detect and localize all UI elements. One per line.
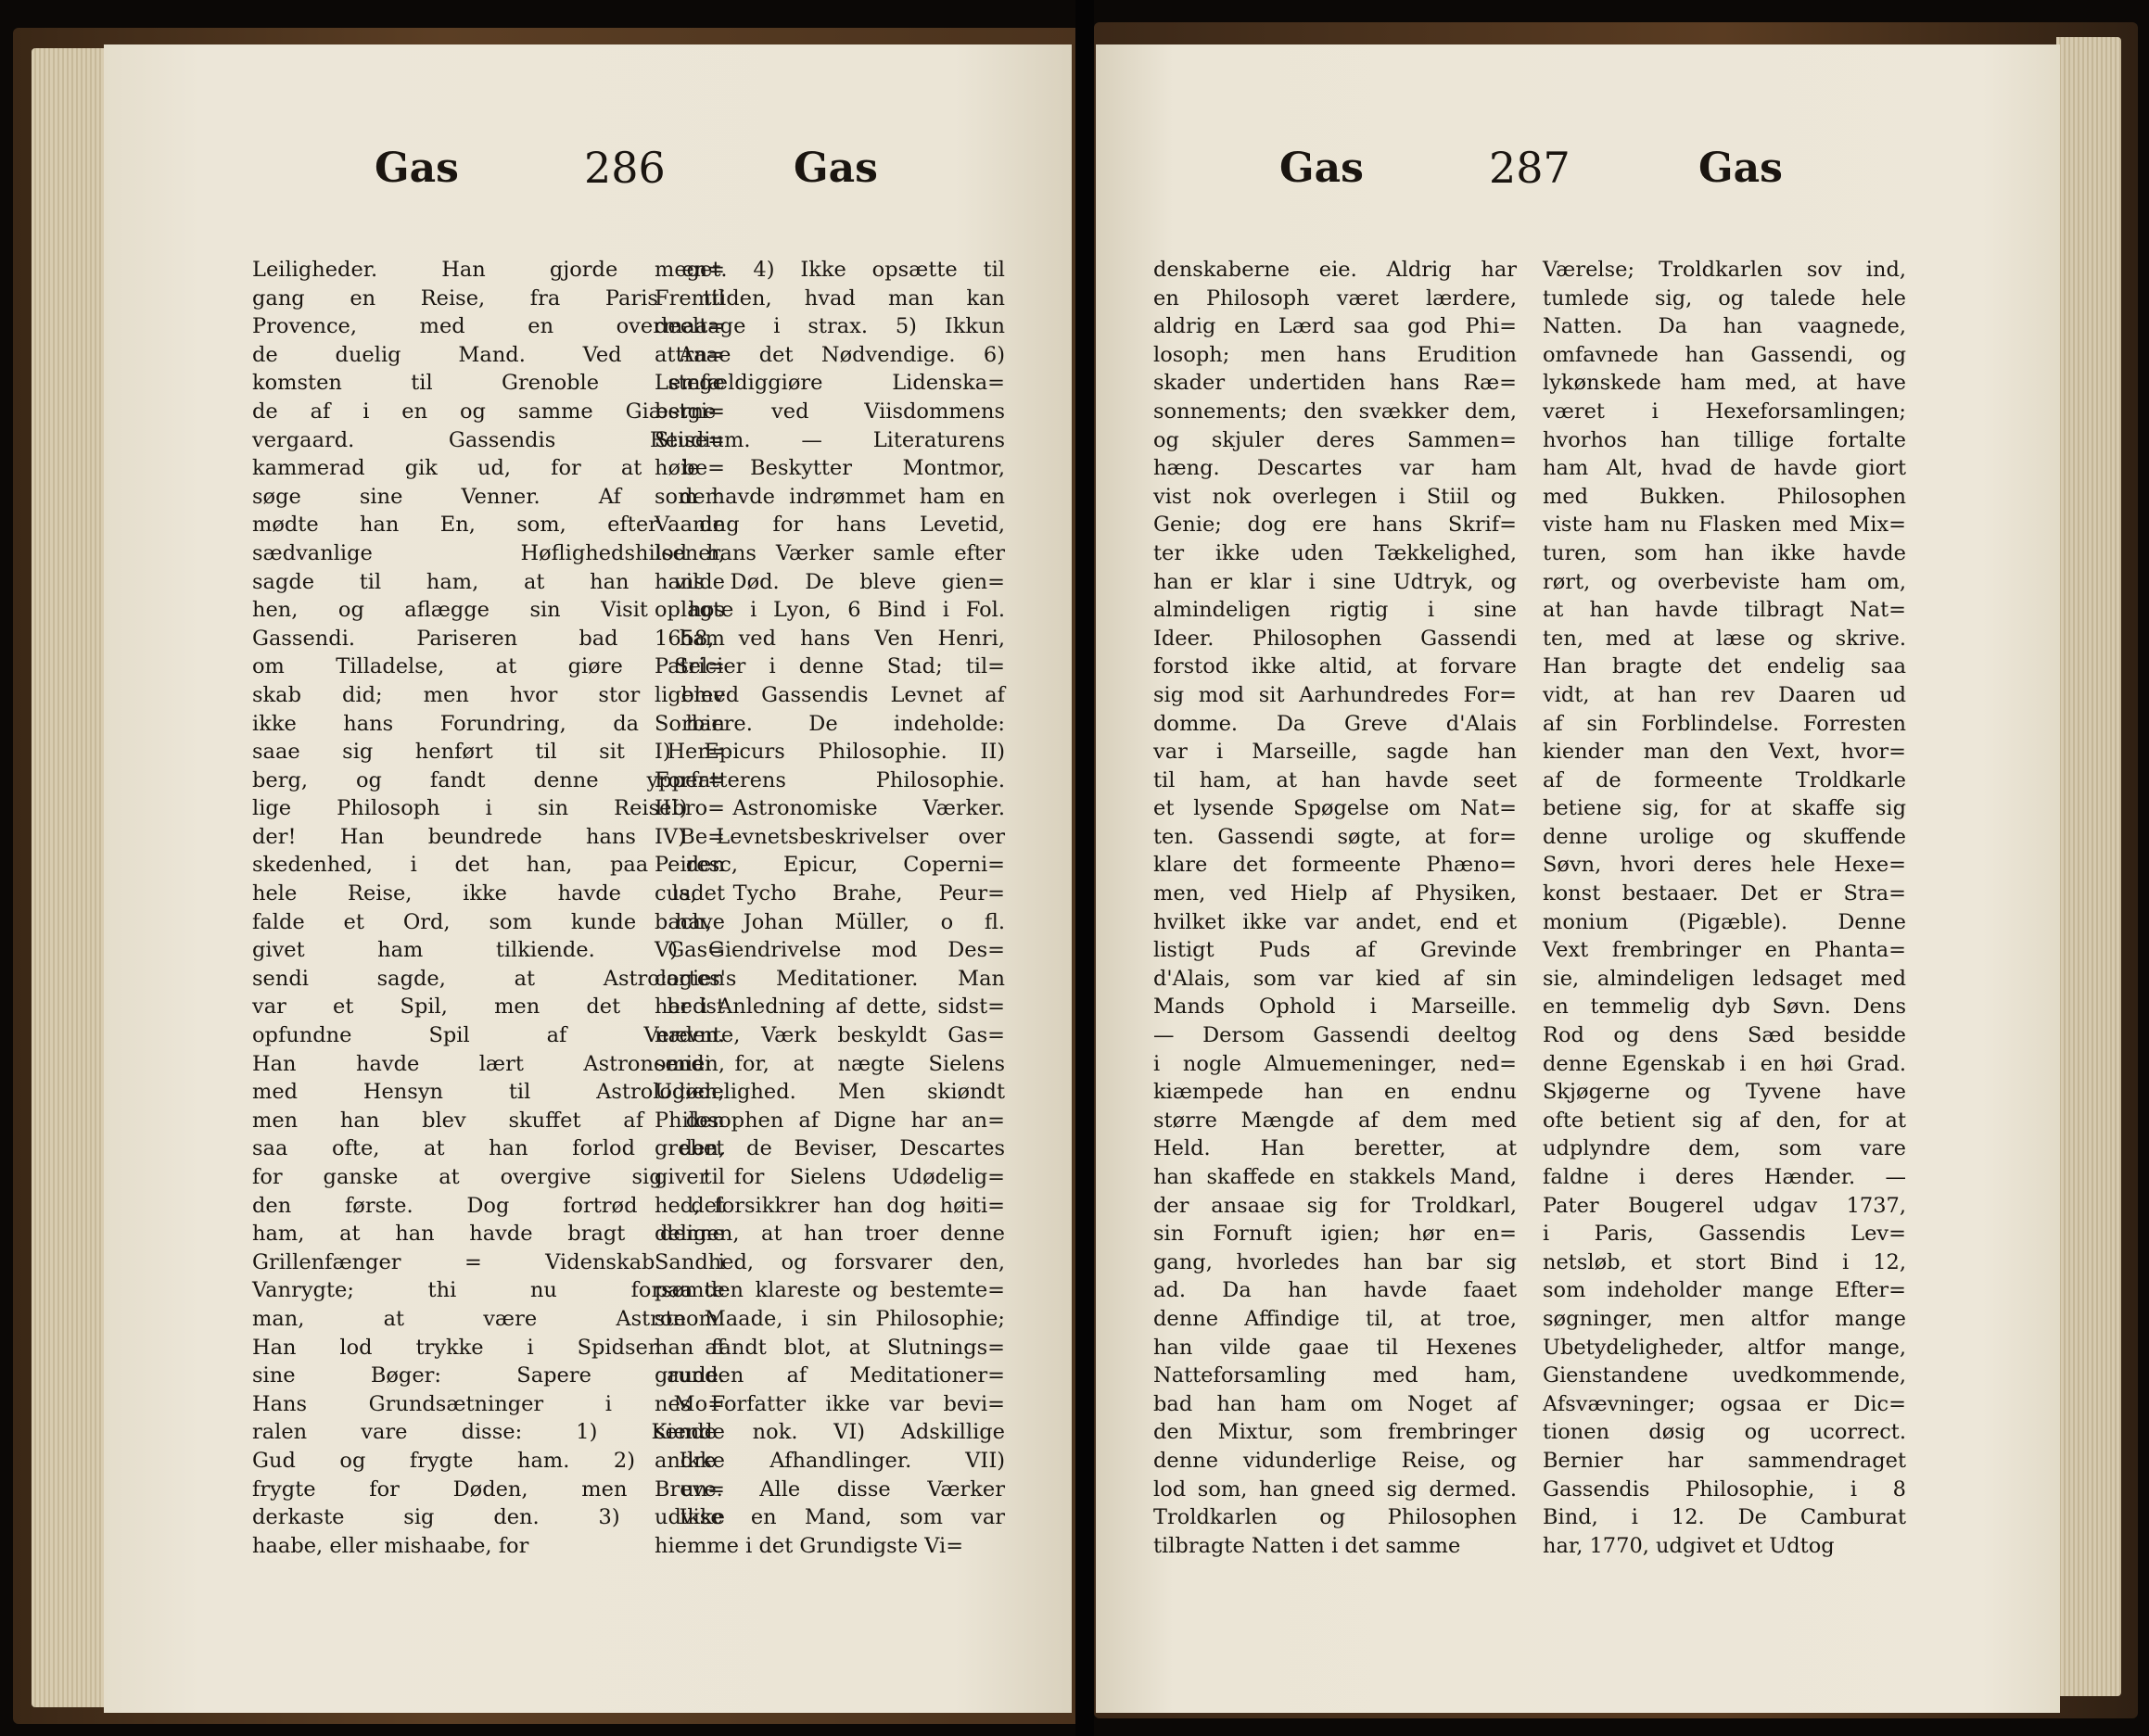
text-line: Breve. Alle disse Værker <box>655 1476 1005 1502</box>
text-line: Gienstandene uvedkommende, <box>1543 1363 1906 1388</box>
text-line: Han lod trykke i Spidsen af <box>252 1335 725 1360</box>
text-line: var et Spil, men det bedst <box>252 995 725 1020</box>
text-line: kiender man den Vext, hvor= <box>1543 740 1906 765</box>
text-line: Vanrygte; thi nu forsømte <box>252 1278 725 1303</box>
text-line: frygte for Døden, men un= <box>252 1476 725 1502</box>
text-line: nes Forfatter ikke var bevi= <box>655 1391 1005 1416</box>
text-line: denne Affindige til, at troe, <box>1153 1306 1517 1331</box>
text-line: hed, forsikkrer han dog høiti= <box>655 1193 1005 1218</box>
text-line: Gassendi. Pariseren bad ham <box>252 626 725 651</box>
text-line: hele Reise, ikke havde ladet <box>252 881 725 906</box>
text-line: Lemfældiggiøre Lidenska= <box>655 371 1005 396</box>
text-line: sende nok. VI) Adskillige <box>655 1420 1005 1445</box>
text-line: tionen døsig og ucorrect. <box>1543 1420 1906 1445</box>
text-line: viste ham nu Flasken med Mix= <box>1543 513 1906 538</box>
text-line: at han havde tilbragt Nat= <box>1543 598 1906 623</box>
text-line: udplyndre dem, som vare <box>1543 1136 1906 1161</box>
left-page <box>104 44 1072 1713</box>
text-line: han er klar i sine Udtryk, og <box>1153 569 1517 594</box>
text-line: vergaard. Gassendis Reise= <box>252 427 725 452</box>
text-line: Han havde lært Astronomien, <box>252 1051 725 1076</box>
text-line: 1658, ved hans Ven Henri, <box>655 626 1005 651</box>
text-line: denne Egenskab i en høi Grad. <box>1543 1051 1906 1076</box>
text-line: klare det formeente Phæno= <box>1153 853 1517 878</box>
text-line: sonnements; den svækker dem, <box>1153 399 1517 424</box>
text-line: hvorhos han tillige fortalte <box>1543 427 1906 452</box>
text-line: skedenhed, i det han, paa den <box>252 853 725 878</box>
right-header-headword-1: Gas <box>1279 145 1364 192</box>
text-line: de duelig Mand. Ved An= <box>252 342 725 367</box>
text-line: der! Han beundrede hans Be= <box>252 824 725 849</box>
text-line: losoph; men hans Erudition <box>1153 342 1517 367</box>
text-line: ad. Da han havde faaet <box>1153 1278 1517 1303</box>
text-line: saae sig henført til sit Her= <box>252 740 725 765</box>
left-header-headword-1: Gas <box>375 145 459 192</box>
text-line: saa ofte, at han forlod den, <box>252 1136 725 1161</box>
text-line: lykønskede ham med, at have <box>1543 371 1906 396</box>
text-line: Grillenfænger = Videnskab i <box>252 1249 725 1274</box>
text-line: turen, som han ikke havde <box>1543 540 1906 565</box>
text-line: ten, med at læse og skrive. <box>1543 626 1906 651</box>
text-line: mødte han En, som, efter de <box>252 513 725 538</box>
text-line: men, ved Hielp af Physiken, <box>1153 881 1517 906</box>
text-line: skab did; men hvor stor blev <box>252 682 725 707</box>
text-line: omfavnede han Gassendi, og <box>1543 342 1906 367</box>
text-line: Bind, i 12. De Camburat <box>1543 1505 1906 1530</box>
text-line: aldrig en Lærd saa god Phi= <box>1153 314 1517 339</box>
text-line: cus, Tycho Brahe, Peur= <box>655 881 1005 906</box>
text-line: attraae det Nødvendige. 6) <box>655 342 1005 367</box>
text-line: grunden af Meditationer= <box>655 1363 1005 1388</box>
text-line: Skjøgerne og Tyvene have <box>1543 1080 1906 1105</box>
right-header-headword-2: Gas <box>1698 145 1783 192</box>
text-line: deeltage i strax. 5) Ikkun <box>655 314 1005 339</box>
text-line: de af i en og samme Giæstgi= <box>252 399 725 424</box>
text-line: sin Fornuft igien; hør en= <box>1153 1222 1517 1247</box>
text-line: berne ved Viisdommens <box>655 399 1005 424</box>
text-line: sædvanlige Høflighedshilsener, <box>252 540 725 565</box>
text-line: Afsvævninger; ogsaa er Dic= <box>1543 1391 1906 1416</box>
text-line: Bernier har sammendraget <box>1543 1448 1906 1473</box>
right-page-column-1 <box>1153 256 1517 1560</box>
text-line: gang, hvorledes han bar sig <box>1153 1249 1517 1274</box>
text-line: falde et Ord, som kunde have <box>252 909 725 934</box>
text-line: af sin Forblindelse. Forresten <box>1543 711 1906 736</box>
text-line: lod som, han gneed sig dermed. <box>1153 1476 1517 1502</box>
text-line: ofte betient sig af den, for at <box>1543 1108 1906 1133</box>
text-line: bach, Johan Müller, o fl. <box>655 909 1005 934</box>
text-line: den første. Dog fortrød det <box>252 1193 725 1218</box>
text-line: I) Epicurs Philosophie. II) <box>655 740 1005 765</box>
text-line: skader undertiden hans Ræ= <box>1153 371 1517 396</box>
text-line: netsløb, et stort Bind i 12, <box>1543 1249 1906 1274</box>
text-line: hen, og aflægge sin Visit hos <box>252 598 725 623</box>
text-line: for ganske at overgive sig til <box>252 1165 725 1189</box>
text-line: har, 1770, udgivet et Udtog <box>1543 1533 1835 1558</box>
text-line: sagde til ham, at han vilde <box>252 569 725 594</box>
text-line: betiene sig, for at skaffe sig <box>1543 796 1906 821</box>
text-line: Gud og frygte ham. 2) Ikke <box>252 1448 725 1473</box>
text-line: vidt, at han rev Daaren ud <box>1543 682 1906 707</box>
text-line: Forfatterens Philosophie. <box>655 767 1005 792</box>
left-page-edges <box>32 48 111 1707</box>
text-line: ten. Gassendi søgte, at for= <box>1153 824 1517 849</box>
text-line: hæng. Descartes var ham <box>1153 456 1517 481</box>
text-line: lod hans Værker samle efter <box>655 540 1005 565</box>
text-line: Natten. Da han vaagnede, <box>1543 314 1906 339</box>
text-line: derkaste sig den. 3) Ikke <box>252 1505 725 1530</box>
text-line: til ham, at han havde seet <box>1153 767 1517 792</box>
text-line: Held. Han beretter, at <box>1153 1136 1517 1161</box>
text-line: Gassendis Philosophie, i 8 <box>1543 1476 1906 1502</box>
text-line: tumlede sig, og talede hele <box>1543 285 1906 310</box>
text-line: han fandt blot, at Slutnings= <box>655 1335 1005 1360</box>
right-page-header <box>1096 145 2060 219</box>
text-line: ste Maade, i sin Philosophie; <box>655 1306 1005 1331</box>
text-line: Sandhed, og forsvarer den, <box>655 1249 1005 1274</box>
text-line: søge sine Venner. Af dem <box>252 484 725 509</box>
text-line: vist nok overlegen i Stiil og <box>1153 484 1517 509</box>
text-line: Patricier i denne Stad; til= <box>655 654 1005 679</box>
text-line: III) Astronomiske Værker. <box>655 796 1005 821</box>
text-line: listigt Puds af Grevinde <box>1153 938 1517 963</box>
text-line: Rod og dens Sæd besidde <box>1543 1023 1906 1048</box>
right-page <box>1096 44 2060 1713</box>
text-line: sie, almindeligen ledsaget med <box>1543 966 1906 991</box>
text-line: større Mængde af dem med <box>1153 1108 1517 1133</box>
text-line: og skjuler deres Sammen= <box>1153 427 1517 452</box>
text-line: ikke hans Forundring, da han <box>252 711 725 736</box>
text-line: kiæmpede han en endnu <box>1153 1080 1517 1105</box>
text-line: som indeholder mange Efter= <box>1543 1278 1906 1303</box>
text-line: men han blev skuffet af den <box>252 1108 725 1133</box>
text-line: han vilde gaae til Hexenes <box>1153 1335 1517 1360</box>
text-line: almindeligen rigtig i sine <box>1153 598 1517 623</box>
text-line: oplagte i Lyon, 6 Bind i Fol. <box>655 598 1005 623</box>
text-line: ralen vare disse: 1) Kiende <box>252 1420 725 1445</box>
text-line: som havde indrømmet ham en <box>655 484 1005 509</box>
text-line: ter ikke uden Tækkelighed, <box>1153 540 1517 565</box>
text-line: ligemed Gassendis Levnet af <box>655 682 1005 707</box>
text-line: Pater Bougerel udgav 1737, <box>1543 1193 1906 1218</box>
text-line: hvilket ikke var andet, end et <box>1153 909 1517 934</box>
text-line: grebet de Beviser, Descartes <box>655 1136 1005 1161</box>
text-line: var i Marseille, sagde han <box>1153 740 1517 765</box>
text-line: komsten til Grenoble stege <box>252 371 725 396</box>
text-line: cartes's Meditationer. Man <box>655 966 1005 991</box>
text-line: Leiligheder. Han gjorde en= <box>252 258 725 282</box>
text-line: Værelse; Troldkarlen sov ind, <box>1543 258 1906 282</box>
text-line: haabe, eller mishaabe, for <box>252 1533 529 1558</box>
text-line: Troldkarlen og Philosophen <box>1153 1505 1517 1530</box>
text-line: Søvn, hvori deres hele Hexe= <box>1543 853 1906 878</box>
text-line: Fremtiden, hvad man kan <box>655 285 1005 310</box>
text-line: meget. 4) Ikke opsætte til <box>655 258 1005 282</box>
text-line: et lysende Spøgelse om Nat= <box>1153 796 1517 821</box>
text-line: tilbragte Natten i det samme <box>1153 1533 1461 1558</box>
text-line: konst bestaaer. Det er Stra= <box>1543 881 1906 906</box>
left-page-column-2 <box>655 256 1005 1560</box>
text-line: om Tilladelse, at giøre Sel= <box>252 654 725 679</box>
text-line: sendi for, at nægte Sielens <box>655 1051 1005 1076</box>
text-line: søgninger, men altfor mange <box>1543 1306 1906 1331</box>
text-line: Natteforsamling med ham, <box>1153 1363 1517 1388</box>
right-page-column-2 <box>1543 256 1906 1560</box>
text-line: Genie; dog ere hans Skrif= <box>1153 513 1517 538</box>
text-line: monium (Pigæble). Denne <box>1543 909 1906 934</box>
text-line: gang en Reise, fra Paris til <box>252 285 725 310</box>
text-line: — Dersom Gassendi deeltog <box>1153 1023 1517 1048</box>
text-line: en temmelig dyb Søvn. Dens <box>1543 995 1906 1020</box>
text-line: nævnte, Værk beskyldt Gas= <box>655 1023 1005 1048</box>
text-line: bad han ham om Noget af <box>1153 1391 1517 1416</box>
text-line: Vext frembringer en Phanta= <box>1543 938 1906 963</box>
text-line: af de formeente Troldkarle <box>1543 767 1906 792</box>
text-line: Ideer. Philosophen Gassendi <box>1153 626 1517 651</box>
text-line: der ansaae sig for Troldkarl, <box>1153 1193 1517 1218</box>
text-line: i nogle Almuemeninger, ned= <box>1153 1051 1517 1076</box>
left-page-header <box>104 145 1072 219</box>
text-line: denskaberne eie. Aldrig har <box>1153 258 1517 282</box>
text-line: givet ham tilkiende. Gas= <box>252 938 725 963</box>
text-line: Sorbiere. De indeholde: <box>655 711 1005 736</box>
text-line: denne vidunderlige Reise, og <box>1153 1448 1517 1473</box>
text-line: faldne i deres Hænder. — <box>1543 1165 1906 1189</box>
text-line: paa den klareste og bestemte= <box>655 1278 1005 1303</box>
text-line: han skaffede en stakkels Mand, <box>1153 1165 1517 1189</box>
text-line: Studium. — Literaturens <box>655 427 1005 452</box>
text-line: domme. Da Greve d'Alais <box>1153 711 1517 736</box>
right-page-edges <box>2056 37 2121 1696</box>
text-line: sig mod sit Aarhundredes For= <box>1153 682 1517 707</box>
text-line: Provence, med en overmaa= <box>252 314 725 339</box>
text-line: d'Alais, som var kied af sin <box>1153 966 1517 991</box>
text-line: ham Alt, hvad de havde giort <box>1543 456 1906 481</box>
text-line: giver for Sielens Udødelig= <box>655 1165 1005 1189</box>
text-line: berg, og fandt denne ypper= <box>252 767 725 792</box>
text-line: været i Hexeforsamlingen; <box>1543 399 1906 424</box>
text-line: Han bragte det endelig saa <box>1543 654 1906 679</box>
text-line: en Philosoph været lærdere, <box>1153 285 1517 310</box>
text-line: Ubetydeligheder, altfor mange, <box>1543 1335 1906 1360</box>
text-line: sendi sagde, at Astrologien <box>252 966 725 991</box>
text-line: man, at være Astronom. <box>252 1306 725 1331</box>
text-line: forstod ikke altid, at forvare <box>1153 654 1517 679</box>
text-line: Mands Ophold i Marseille. <box>1153 995 1517 1020</box>
right-page-number: 287 <box>1489 143 1570 193</box>
text-line: den Mixtur, som frembringer <box>1153 1420 1517 1445</box>
text-line: har i Anledning af dette, sidst= <box>655 995 1005 1020</box>
text-line: sine Bøger: Sapere aude. <box>252 1363 725 1388</box>
text-line: kammerad gik ud, for at be= <box>252 456 725 481</box>
text-line: i Paris, Gassendis Lev= <box>1543 1222 1906 1247</box>
text-line: lige Philosoph i sin Reisebro= <box>252 796 725 821</box>
text-line: opfundne Spil af Verden. <box>252 1023 725 1048</box>
text-line: Udødelighed. Men skiøndt <box>655 1080 1005 1105</box>
text-line: denne urolige og skuffende <box>1543 824 1906 849</box>
text-line: Philosophen af Digne har an= <box>655 1108 1005 1133</box>
left-header-headword-2: Gas <box>794 145 878 192</box>
text-line: Hans Grundsætninger i Mo= <box>252 1391 725 1416</box>
left-page-number: 286 <box>584 143 666 193</box>
text-line: IV) Levnetsbeskrivelser over <box>655 824 1005 849</box>
text-line: med Hensyn til Astrologien; <box>252 1080 725 1105</box>
text-line: andre Afhandlinger. VII) <box>655 1448 1005 1473</box>
text-line: høie Beskytter Montmor, <box>655 456 1005 481</box>
text-line: ham, at han havde bragt denne <box>252 1222 725 1247</box>
text-line: V) Giendrivelse mod Des= <box>655 938 1005 963</box>
text-line: Peiresc, Epicur, Coperni= <box>655 853 1005 878</box>
text-line: deligen, at han troer denne <box>655 1222 1005 1247</box>
text-line: hans Død. De bleve gien= <box>655 569 1005 594</box>
text-line: med Bukken. Philosophen <box>1543 484 1906 509</box>
book-gutter <box>1075 0 1094 1736</box>
text-line: hiemme i det Grundigste Vi= <box>655 1533 964 1558</box>
text-line: Vaaning for hans Levetid, <box>655 513 1005 538</box>
text-line: udvise en Mand, som var <box>655 1505 1005 1530</box>
text-line: rørt, og overbeviste ham om, <box>1543 569 1906 594</box>
